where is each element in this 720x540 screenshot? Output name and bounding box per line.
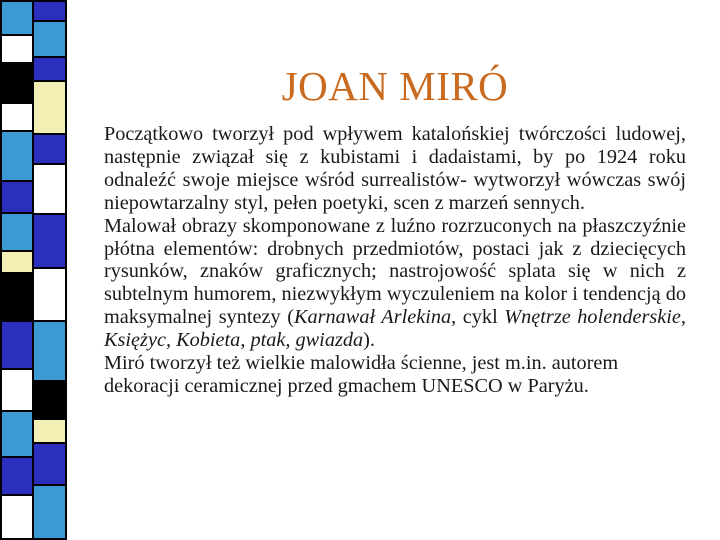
- strip-block: [0, 368, 34, 412]
- paragraph-text: , cykl: [451, 306, 505, 329]
- strip-block: [32, 20, 67, 58]
- strip-block: [0, 130, 34, 182]
- artwork-title: Karnawał Arlekina: [293, 306, 452, 329]
- strip-block: [0, 212, 34, 252]
- strip-block: [32, 213, 67, 269]
- strip-block: [0, 62, 34, 104]
- strip-block: [32, 267, 67, 322]
- slide-title: JOAN MIRÓ: [281, 63, 509, 109]
- slide-body: [104, 123, 686, 398]
- paragraph-text: Malował obrazy skomponowane z luźno rozrzuconych na płaszczyźnie płótna elementów: drobnych przedmiotów, postaci jak z dziecięcych rysunków, znaków graficznych; nastrojowość splata się w nich z subtelnym humorem, niezwykłym wyczuleniem na kolor i tendencją do maksymalnej syntezy (: [104, 214, 686, 329]
- paragraph-early-work: Początkowo tworzył pod wpływem katalońskiej twórczości ludowej, następnie związał się z kubistami i dadaistami, by po 1924 roku odnaleźć swoje miejsce wśród surrealistów- wytworzył wówczas swój niepowtarzalny styl, pełen poetyki, scen z marzeń sennych.: [104, 123, 686, 214]
- strip-block: [32, 418, 67, 444]
- strip-block: [0, 0, 34, 36]
- strip-block: [32, 56, 67, 82]
- decorative-block-strip: [0, 0, 67, 540]
- strip-block: [32, 320, 67, 382]
- paragraph-text: ).: [363, 329, 375, 352]
- strip-block: [0, 410, 34, 458]
- paragraph-murals: Miró tworzył też wielkie malowidła ścienne, jest m.in. autorem dekoracji ceramicznej przed gmachem UNESCO w Paryżu.: [104, 352, 619, 397]
- artwork-series-titles: Wnętrze holenderskie, Księżyc, Kobieta, ptak, gwiazda: [104, 306, 686, 352]
- strip-block: [0, 102, 34, 132]
- strip-block: [0, 250, 34, 274]
- strip-block: [0, 34, 34, 64]
- strip-block: [0, 272, 34, 322]
- strip-block: [32, 80, 67, 135]
- strip-block: [32, 133, 67, 165]
- paragraph-paintings: [104, 215, 686, 352]
- strip-block: [32, 484, 67, 540]
- strip-block: [0, 320, 34, 370]
- strip-block: [32, 0, 67, 22]
- strip-block: [0, 180, 34, 214]
- strip-block: [0, 456, 34, 496]
- strip-block: [32, 163, 67, 215]
- strip-block: [32, 380, 67, 420]
- strip-block: [0, 494, 34, 540]
- strip-block: [32, 442, 67, 486]
